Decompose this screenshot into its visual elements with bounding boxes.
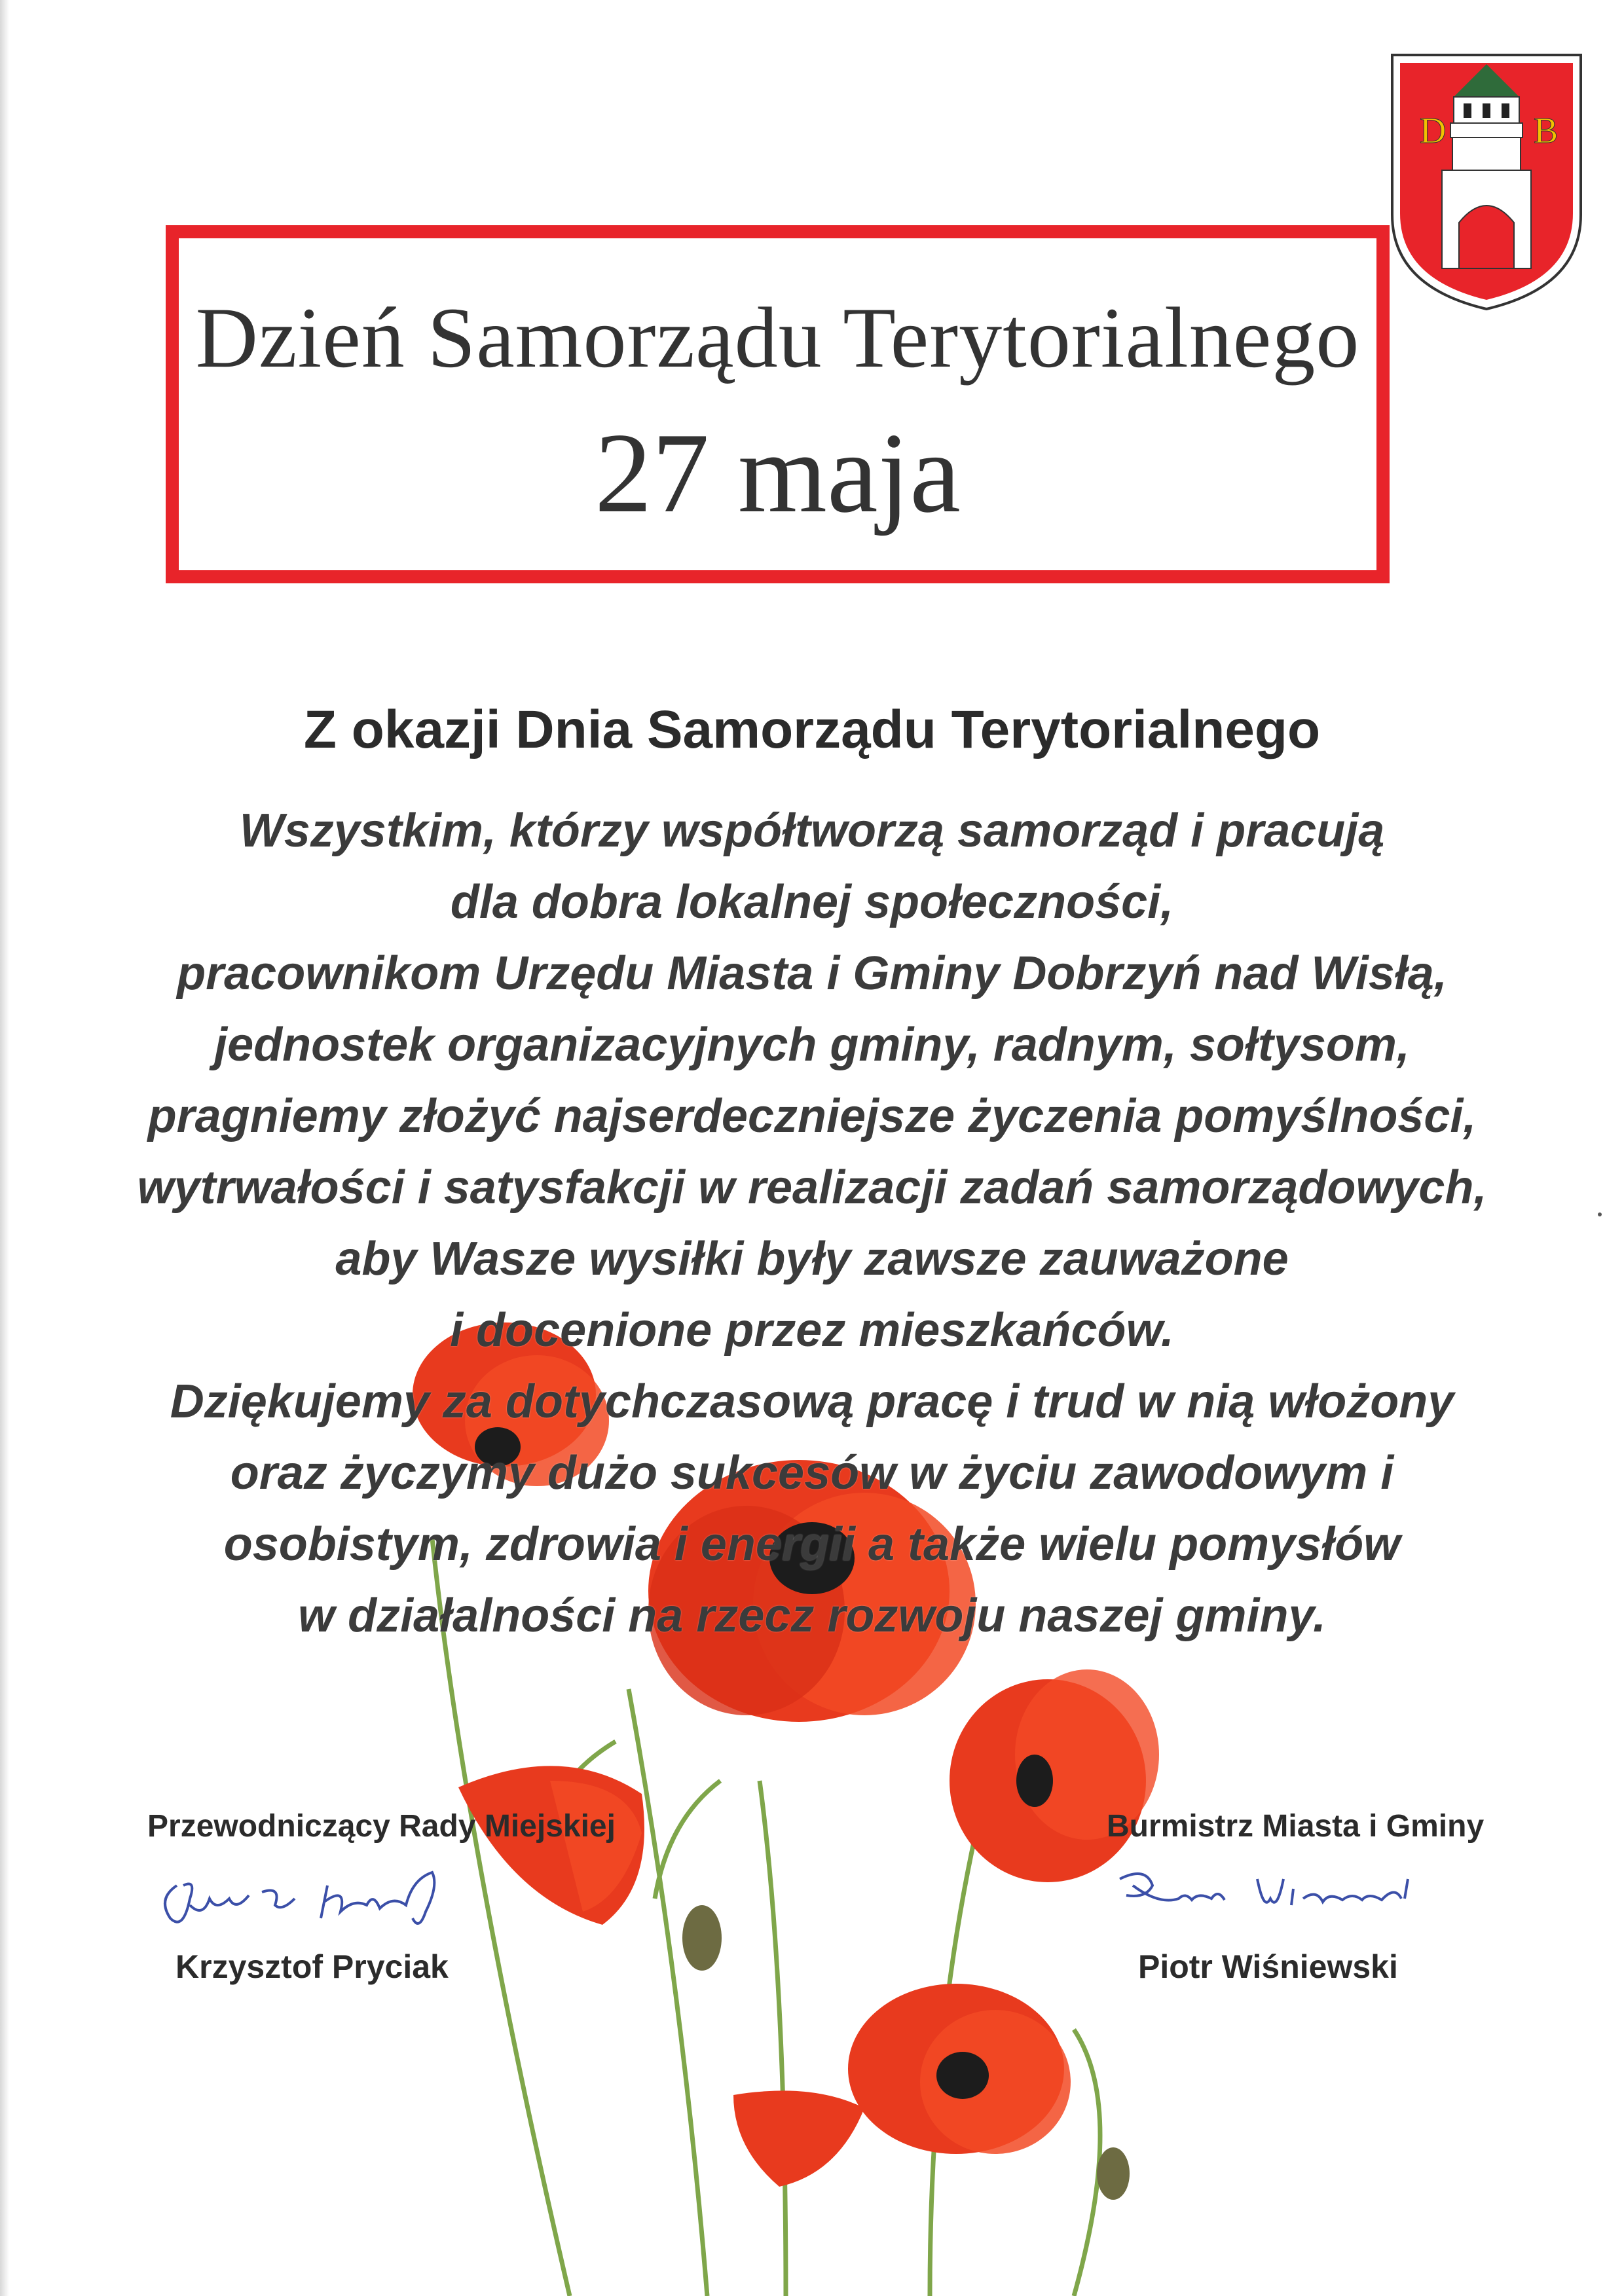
greeting-heading: Z okazji Dnia Samorządu Terytorialnego [303, 700, 1321, 759]
signatory-title-right: Burmistrz Miasta i Gminy [1107, 1809, 1485, 1844]
scan-speck [1598, 1212, 1602, 1216]
title-date: 27 maja [595, 409, 961, 536]
handwritten-signature-right [1107, 1859, 1421, 1938]
greeting-line: aby Wasze wysiłki były zawsze zauważone [335, 1233, 1289, 1285]
greeting-line: w działalności na rzecz rozwoju naszej gminy. [298, 1590, 1326, 1642]
greeting-line: osobistym, zdrowia i energii a także wielu pomysłów [223, 1518, 1401, 1571]
poppy-bud [682, 1905, 722, 1971]
coat-letter-left: D [1420, 111, 1447, 151]
coat-letter-right: B [1534, 111, 1559, 151]
poppy-lower-right [848, 1984, 1071, 2154]
greeting-body [0, 795, 1624, 1652]
signatory-title-left: Przewodniczący Rady Miejskiej [147, 1809, 616, 1844]
greeting-line: oraz życzymy dużo sukcesów w życiu zawodowym i [230, 1447, 1394, 1499]
title-box [166, 225, 1390, 583]
greeting-line: Dziękujemy za dotychczasową pracę i trud w nią włożony [170, 1376, 1454, 1428]
greeting-line: Wszystkim, którzy współtworzą samorząd i pracują [239, 805, 1385, 857]
poppy-lower-small [733, 2090, 864, 2187]
title-line-1: Dzień Samorządu Terytorialnego [195, 289, 1360, 386]
greeting-line: wytrwałości i satysfakcji w realizacji zadań samorządowych, [137, 1161, 1487, 1214]
signatory-name-left: Krzysztof Pryciak [175, 1948, 449, 1985]
greeting-line: pracownikom Urzędu Miasta i Gminy Dobrzyń nad Wisłą, [177, 947, 1447, 1000]
coat-of-arms-icon [1388, 51, 1585, 313]
signatory-name-right: Piotr Wiśniewski [1138, 1948, 1398, 1985]
greeting-line: jednostek organizacyjnych gminy, radnym, sołtysom, [214, 1019, 1410, 1071]
poppy-right [950, 1669, 1159, 1882]
handwritten-signature-left [151, 1859, 458, 1944]
greeting-line: i docenione przez mieszkańców. [450, 1304, 1174, 1357]
poppy-bud [1097, 2147, 1130, 2200]
greeting-line: pragniemy złożyć najserdeczniejsze życzenia pomyślności, [147, 1090, 1477, 1142]
greeting-line: dla dobra lokalnej społeczności, [450, 876, 1174, 928]
